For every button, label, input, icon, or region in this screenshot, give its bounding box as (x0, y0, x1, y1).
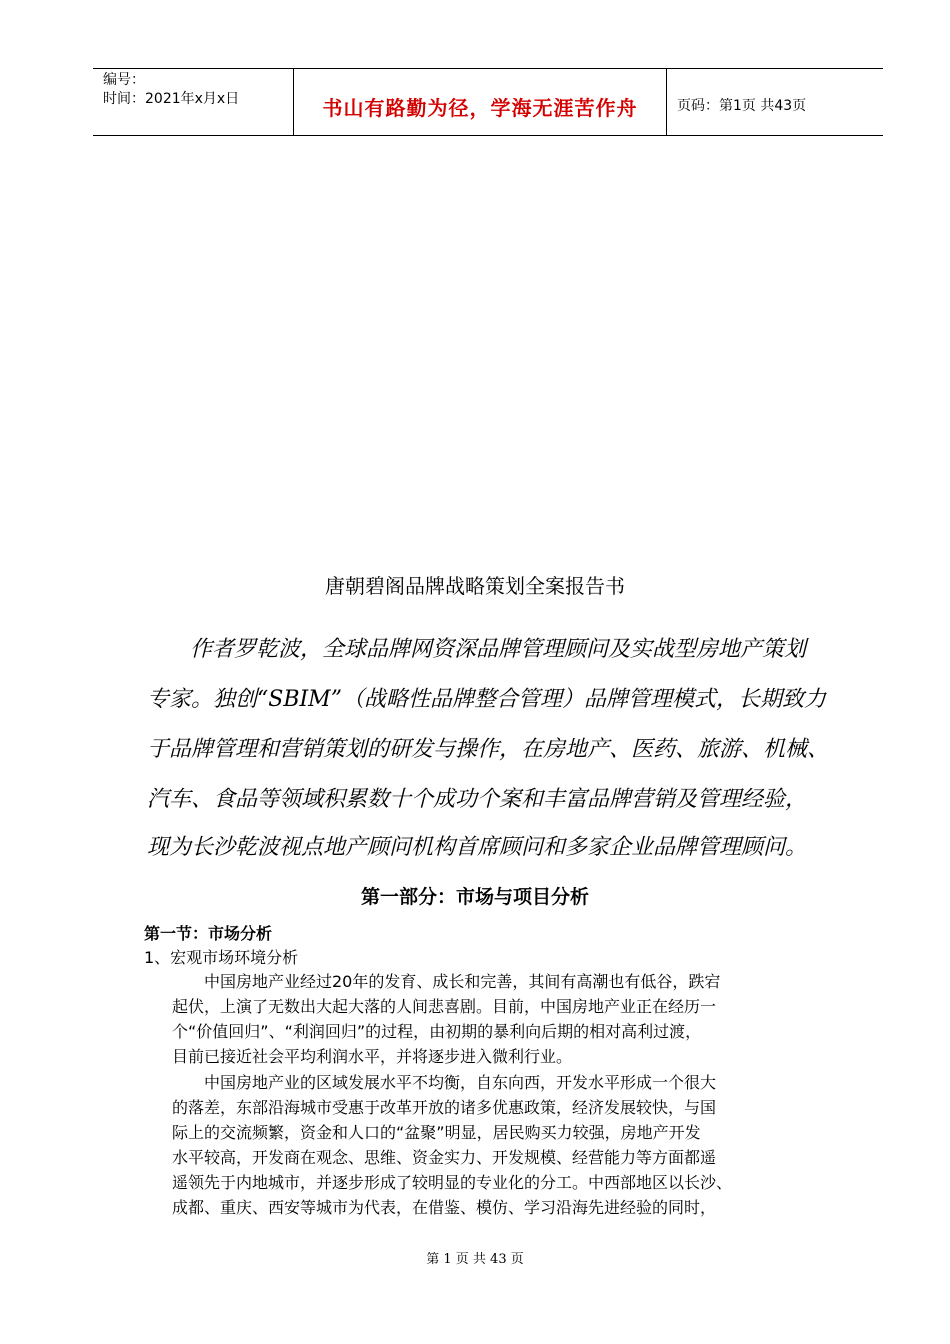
intro-line: 专家。独创“SBIM”（战略性品牌整合管理）品牌管理模式，长期致力 (147, 687, 826, 712)
body-line: 中国房地产业的区域发展水平不均衡，自东向西，开发水平形成一个很大 (172, 1073, 717, 1092)
section-title: 第一节：市场分析 (144, 924, 273, 943)
header-slogan: 书山有路勤为径，学海无涯苦作舟 (322, 96, 638, 120)
intro-line: 汽车、食品等领域积累数十个成功个案和丰富品牌营销及管理经验， (147, 787, 808, 812)
header-slogan-cell (294, 69, 667, 135)
body-line: 水平较高，开发商在观念、思维、资金实力、开发规模、经营能力等方面都遥 (172, 1148, 717, 1167)
header-page-info: 页码：第1页 共43页 (677, 98, 807, 114)
intro-line: 于品牌管理和营销策划的研发与操作，在房地产、医药、旅游、机械、 (147, 737, 830, 762)
page-header (93, 68, 883, 136)
page-footer: 第 1 页 共 43 页 (426, 1252, 524, 1267)
body-line: 起伏，上演了无数出大起大落的人间悲喜剧。目前，中国房地产业正在经历一 (172, 997, 717, 1016)
body-line: 遥领先于内地城市，并逐步形成了较明显的专业化的分工。中西部地区以长沙、 (172, 1173, 733, 1192)
intro-line: 作者罗乾波，全球品牌网资深品牌管理顾问及实战型房地产策划 (190, 637, 807, 662)
subsection-title: 1、宏观市场环境分析 (144, 948, 299, 967)
body-line: 目前已接近社会平均利润水平，并将逐步进入微利行业。 (172, 1047, 573, 1066)
document-number-label: 编号： (103, 72, 145, 88)
body-line: 中国房地产业经过20年的发育、成长和完善，其间有高潮也有低谷，跌宕 (172, 972, 721, 991)
intro-line: 现为长沙乾波视点地产顾问机构首席顾问和多家企业品牌管理顾问。 (147, 835, 808, 860)
header-page-cell (667, 69, 883, 135)
body-line: 个“价值回归”、“利润回归”的过程，由初期的暴利向后期的相对高利过渡， (172, 1022, 702, 1041)
body-line: 成都、重庆、西安等城市为代表，在借鉴、模仿、学习沿海先进经验的同时， (172, 1198, 717, 1217)
part-title: 第一部分：市场与项目分析 (360, 886, 589, 908)
body-line: 际上的交流频繁，资金和人口的“盆聚”明显，居民购买力较强，房地产开发 (172, 1123, 701, 1142)
document-time-label: 时间：2021年x月x日 (103, 91, 240, 107)
body-line: 的落差，东部沿海城市受惠于改革开放的诸多优惠政策，经济发展较快，与国 (172, 1098, 717, 1117)
header-meta-cell (93, 69, 294, 135)
document-title: 唐朝碧阁品牌战略策划全案报告书 (325, 574, 625, 598)
